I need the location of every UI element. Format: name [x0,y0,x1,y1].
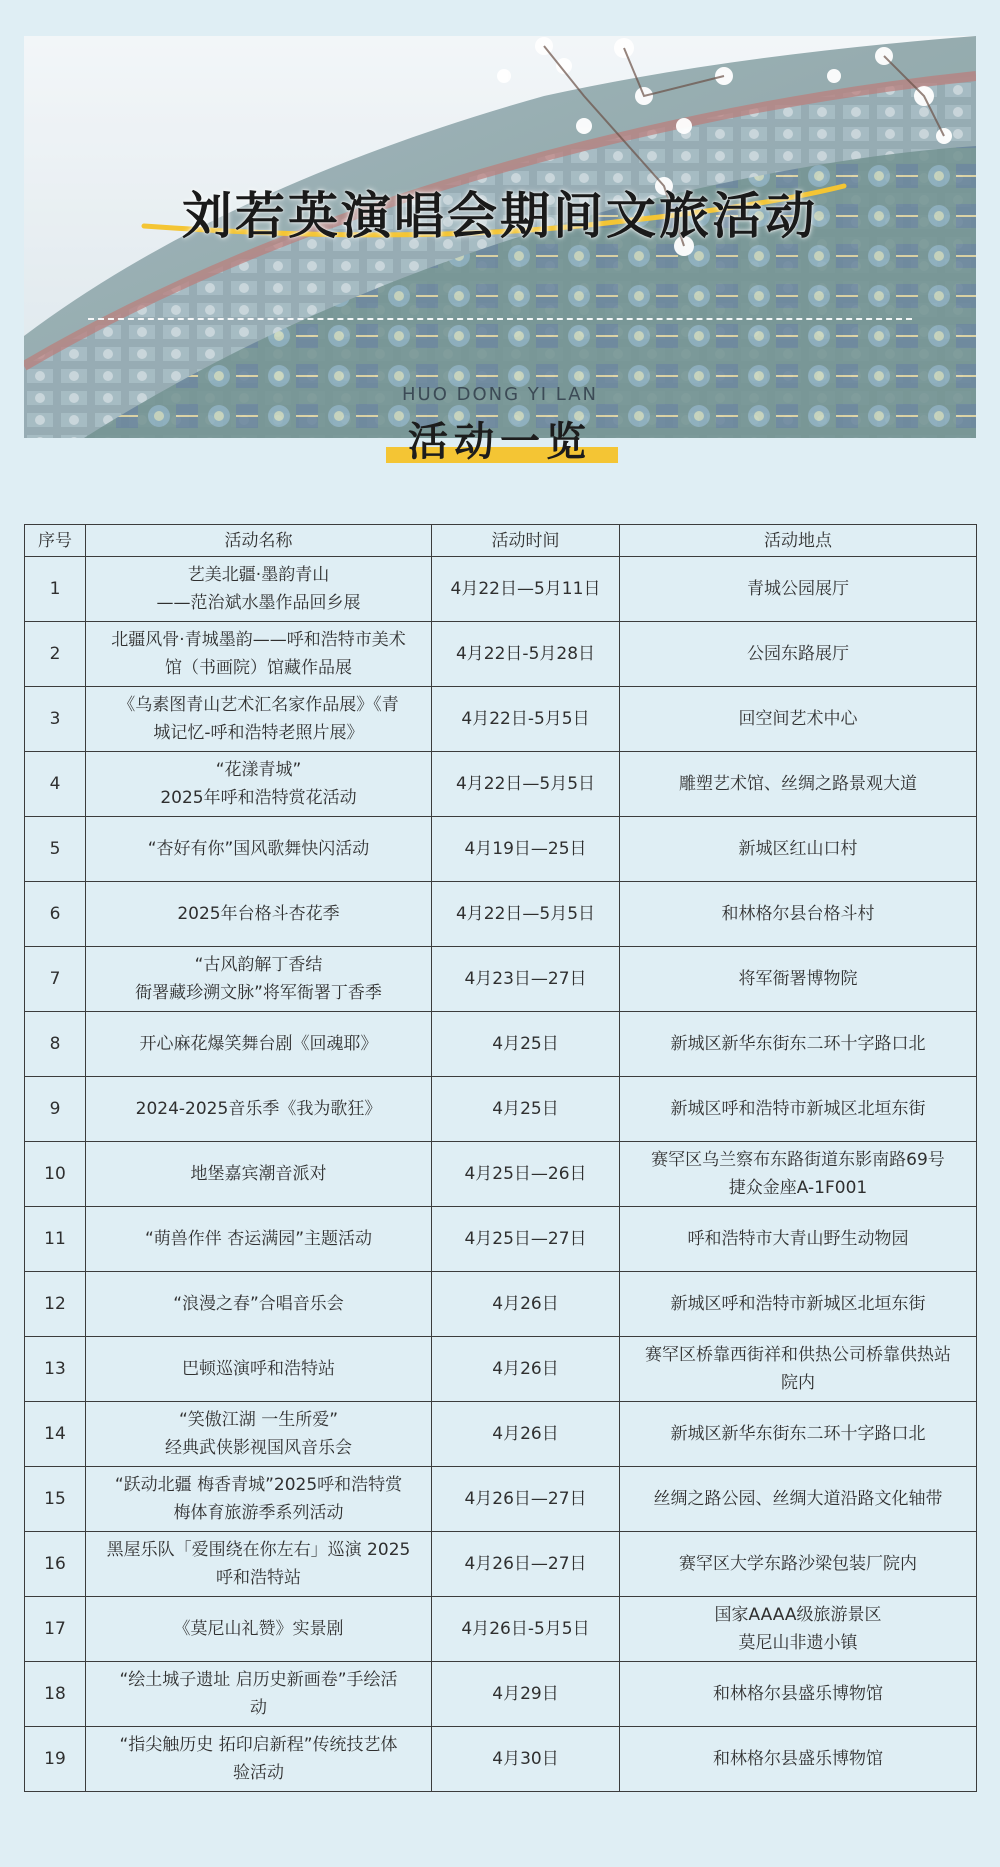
cell-no: 16 [25,1532,86,1597]
cell-place-line: 新城区呼和浩特市新城区北垣东街 [670,1099,926,1119]
table-row [25,1727,977,1792]
cell-place [620,1012,977,1077]
cell-name-line: 经典武侠影视国风音乐会 [165,1438,352,1458]
cell-no: 7 [25,947,86,1012]
header-name: 活动名称 [86,525,432,557]
cell-no: 17 [25,1597,86,1662]
table-row [25,1662,977,1727]
cell-name [86,1467,432,1532]
cell-no: 3 [25,687,86,752]
cell-place-line: 呼和浩特市大青山野生动物园 [687,1229,909,1249]
cell-name-line: 验活动 [233,1763,284,1783]
cell-place [620,1662,977,1727]
cell-time: 4月26日 [432,1402,620,1467]
cell-place [620,1532,977,1597]
cell-no: 11 [25,1207,86,1272]
cell-place-line: 丝绸之路公园、丝绸大道沿路文化轴带 [653,1489,943,1509]
cell-name [86,1207,432,1272]
table-row [25,687,977,752]
cell-place-line: 青城公园展厅 [747,579,849,599]
cell-name-line: “跃动北疆 梅香青城”2025呼和浩特赏 [114,1475,403,1495]
cell-name-line: 馆（书画院）馆藏作品展 [165,658,352,678]
header-place: 活动地点 [620,525,977,557]
cell-name-line: 巴顿巡演呼和浩特站 [182,1359,335,1379]
cell-time: 4月25日—27日 [432,1207,620,1272]
cell-place-line: 新城区新华东街东二环十字路口北 [670,1424,926,1444]
cell-place-line: 将军衙署博物院 [738,969,858,989]
cell-name-line: “花漾青城” [215,760,302,780]
cell-place [620,557,977,622]
cell-name-line: “浪漫之春”合唱音乐会 [173,1294,344,1314]
cell-place [620,817,977,882]
cell-no: 10 [25,1142,86,1207]
cell-place [620,687,977,752]
cell-name [86,882,432,947]
cell-place [620,1077,977,1142]
cell-place-line: 赛罕区桥靠西街祥和供热公司桥靠供热站 [645,1345,951,1365]
cell-name [86,1727,432,1792]
cell-name-line: “指尖触历史 拓印启新程”传统技艺体 [119,1735,398,1755]
cell-name-line: “古风韵解丁香结 [194,955,323,975]
cell-name [86,817,432,882]
cell-no: 6 [25,882,86,947]
cell-name-line: 2024-2025音乐季《我为歌狂》 [135,1099,382,1119]
cell-time: 4月22日—5月5日 [432,882,620,947]
cell-place-line: 新城区呼和浩特市新城区北垣东街 [670,1294,926,1314]
cell-time: 4月25日 [432,1077,620,1142]
cell-name-line: 梅体育旅游季系列活动 [173,1503,344,1523]
table-row [25,1402,977,1467]
cell-place [620,752,977,817]
cell-time: 4月26日 [432,1337,620,1402]
cell-place-line: 国家AAAA级旅游景区 [714,1605,882,1625]
section-title [396,410,604,467]
cell-place [620,1727,977,1792]
table-row [25,1077,977,1142]
cell-name-line: 城记忆-呼和浩特老照片展》 [153,723,364,743]
cell-place-line: 新城区红山口村 [738,839,858,859]
cell-place [620,1597,977,1662]
cell-name [86,752,432,817]
cell-time: 4月25日—26日 [432,1142,620,1207]
cell-time: 4月26日 [432,1272,620,1337]
cell-name-line: “绘土城子遗址 启历史新画卷”手绘活 [119,1670,398,1690]
header-banner [24,36,976,438]
cell-name [86,1012,432,1077]
table-row [25,1207,977,1272]
cell-name-line: 衙署藏珍溯文脉”将军衙署丁香季 [135,983,382,1003]
cell-place-line: 赛罕区大学东路沙梁包装厂院内 [679,1554,917,1574]
divider [88,318,912,320]
table-row [25,622,977,687]
table-row [25,557,977,622]
cell-place-line: 和林格尔县盛乐博物馆 [713,1684,883,1704]
cell-no: 4 [25,752,86,817]
cell-time: 4月19日—25日 [432,817,620,882]
cell-place [620,622,977,687]
cell-no: 12 [25,1272,86,1337]
cell-place-line: 赛罕区乌兰察布东路街道东影南路69号 [651,1150,945,1170]
cell-place-line: 回空间艺术中心 [738,709,858,729]
header-time: 活动时间 [432,525,620,557]
cell-no: 9 [25,1077,86,1142]
cell-no: 8 [25,1012,86,1077]
cell-no: 18 [25,1662,86,1727]
cell-name-line: 北疆风骨·青城墨韵——呼和浩特市美术 [111,630,406,650]
cell-name [86,1532,432,1597]
cell-no: 14 [25,1402,86,1467]
cell-no: 1 [25,557,86,622]
cell-place-line: 和林格尔县台格斗村 [721,904,875,924]
table-row [25,1142,977,1207]
cell-place [620,1207,977,1272]
cell-place-line: 新城区新华东街东二环十字路口北 [670,1034,926,1054]
cell-place [620,1467,977,1532]
cell-place-line: 雕塑艺术馆、丝绸之路景观大道 [679,774,917,794]
cell-name-line: 动 [250,1698,267,1718]
cell-name [86,1077,432,1142]
activity-table [24,524,977,1792]
cell-name-line: ——范治斌水墨作品回乡展 [156,593,361,613]
cell-name-line: 黑屋乐队「爱围绕在你左右」巡演 2025 [106,1540,411,1560]
cell-name [86,1662,432,1727]
cell-time: 4月30日 [432,1727,620,1792]
cell-time: 4月26日—27日 [432,1532,620,1597]
table-row [25,1012,977,1077]
cell-name-line: 2025年台格斗杏花季 [177,904,340,924]
cell-place [620,947,977,1012]
table-header-row [25,525,977,557]
table-row [25,752,977,817]
table-row [25,1532,977,1597]
cell-name [86,622,432,687]
cell-name [86,1337,432,1402]
cell-time: 4月26日—27日 [432,1467,620,1532]
cell-time: 4月26日-5月5日 [432,1597,620,1662]
cell-name-line: “笑傲江湖 一生所爱” [178,1410,339,1430]
cell-name-line: 艺美北疆·墨韵青山 [187,565,330,585]
section-subtitle-pinyin: HUO DONG YI LAN [401,384,598,405]
cell-name-line: 《莫尼山礼赞》实景剧 [173,1619,344,1639]
cell-place [620,1402,977,1467]
cell-place-line: 捷众金座A-1F001 [728,1178,868,1198]
cell-no: 13 [25,1337,86,1402]
cell-name-line: 开心麻花爆笑舞台剧《回魂耶》 [139,1034,378,1054]
cell-name [86,1597,432,1662]
cell-no: 2 [25,622,86,687]
table-row [25,1272,977,1337]
cell-place [620,882,977,947]
cell-place-line: 公园东路展厅 [747,644,849,664]
section-title-text: 活动一览 [408,419,592,465]
cell-name [86,557,432,622]
cell-place [620,1272,977,1337]
cell-place-line: 和林格尔县盛乐博物馆 [713,1749,883,1769]
cell-name-line: 2025年呼和浩特赏花活动 [160,788,357,808]
table-row [25,817,977,882]
cell-name-line: 地堡嘉宾潮音派对 [190,1164,327,1184]
cell-name [86,947,432,1012]
table-row [25,1597,977,1662]
table-row [25,1337,977,1402]
cell-no: 15 [25,1467,86,1532]
table-row [25,882,977,947]
cell-no: 19 [25,1727,86,1792]
cell-time: 4月22日—5月11日 [432,557,620,622]
cell-time: 4月22日—5月5日 [432,752,620,817]
cell-place [620,1142,977,1207]
cell-name [86,687,432,752]
cell-name-line: “萌兽作伴 杏运满园”主题活动 [144,1229,373,1249]
cell-name-line: 《乌素图青山艺术汇名家作品展》《青 [118,695,399,715]
cell-time: 4月29日 [432,1662,620,1727]
cell-time: 4月25日 [432,1012,620,1077]
cell-no: 5 [25,817,86,882]
cell-name-line: “杏好有你”国风歌舞快闪活动 [147,839,370,859]
cell-place [620,1337,977,1402]
table-row [25,947,977,1012]
cell-time: 4月22日-5月28日 [432,622,620,687]
cell-name [86,1402,432,1467]
cell-place-line: 莫尼山非遗小镇 [738,1633,858,1653]
cell-place-line: 院内 [781,1373,815,1393]
cell-time: 4月22日-5月5日 [432,687,620,752]
cell-name-line: 呼和浩特站 [216,1568,301,1588]
table-row [25,1467,977,1532]
cell-time: 4月23日—27日 [432,947,620,1012]
header-no: 序号 [25,525,86,557]
page-title: 刘若英演唱会期间文旅活动 [182,187,818,245]
cell-name [86,1272,432,1337]
cell-name [86,1142,432,1207]
